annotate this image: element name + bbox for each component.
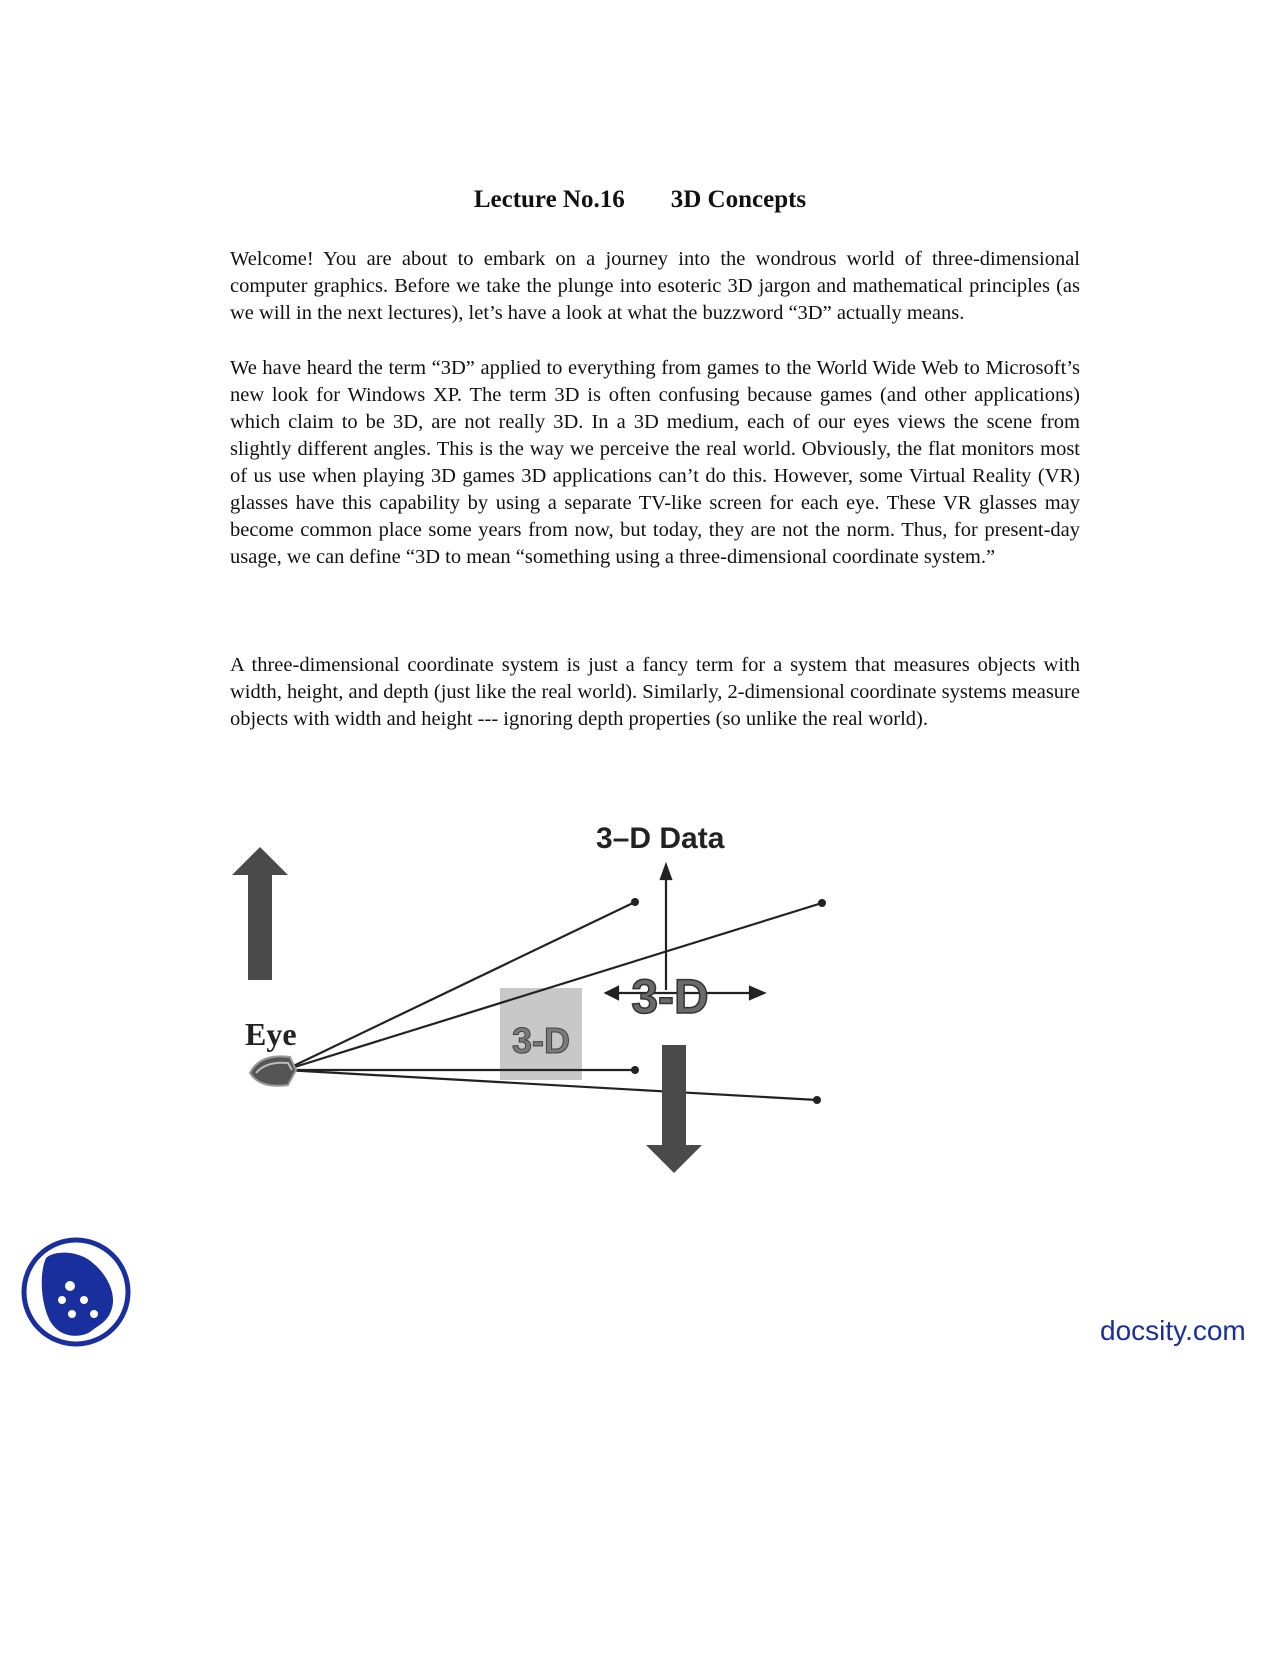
up-arrow-icon xyxy=(232,847,288,980)
eye-icon xyxy=(250,1056,296,1085)
lecture-topic: 3D Concepts xyxy=(670,186,807,213)
lecture-number: Lecture No.16 xyxy=(473,186,625,213)
down-arrow-icon xyxy=(646,1045,702,1173)
screen-label: 3-D xyxy=(511,1020,571,1061)
3d-data-figure xyxy=(230,815,850,1215)
brand-link[interactable]: docsity.com xyxy=(1100,1315,1246,1346)
paragraph-3d-term: We have heard the term “3D” applied to everything from games to the World Wide Web to Microsoft’s new look for Windows XP. The term 3D is often confusing because games (and other applications) which claim to be 3D, are not really 3D. In a 3D medium, each of our eyes views the scene from slightly different angles. This is the way we perceive the real world. Obviously, the flat monitors most of us use when playing 3D games 3D applications can’t do this. However, some Virtual Reality (VR) glasses have this capability by using a separate TV-like screen for each eye. These VR glasses may become common place some years from now, but today, they are not the norm. Thus, for present-day usage, we can define “3D to mean “something using a three-dimensional coordinate system.” xyxy=(230,357,1080,568)
figure-title: 3–D Data xyxy=(596,822,725,855)
object-label: 3-D xyxy=(631,971,709,1024)
eye-label: Eye xyxy=(245,1016,297,1052)
paragraph-coordinate-system: A three-dimensional coordinate system is just a fancy term for a system that measures objects with width, height, and depth (just like the real world). Similarly, 2-dimensional coordinate systems measure objects with width and height --- ignoring depth properties (so unlike the real world). xyxy=(230,654,1080,730)
paragraph-intro: Welcome! You are about to embark on a journey into the wondrous world of three-dimensional computer graphics. Before we take the plunge into esoteric 3D jargon and mathematical principles (as we will in the next lectures), let’s have a look at what the buzzword “3D” actually means. xyxy=(230,248,1080,324)
page-title xyxy=(0,186,1280,214)
docsity-logo-icon xyxy=(20,1236,132,1348)
